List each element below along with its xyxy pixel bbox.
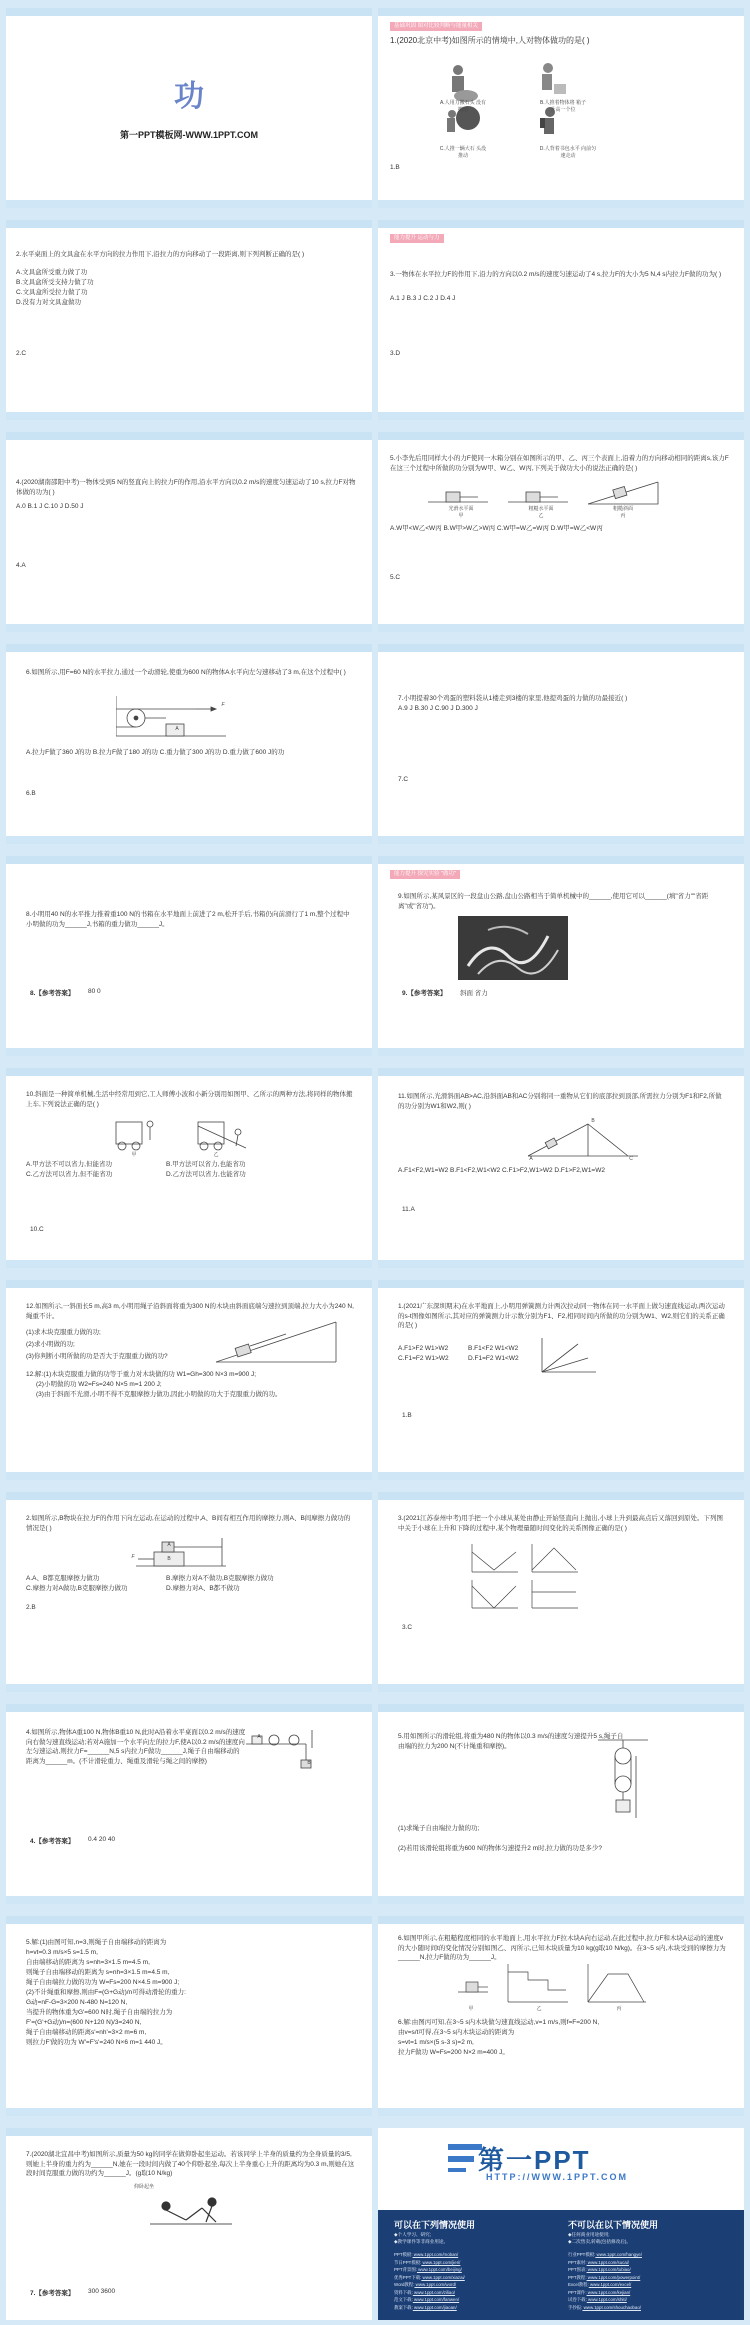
slide-q2 [6, 220, 372, 420]
option-a: A.甲方法不可以省力,但能省功 [26, 1161, 112, 1168]
slide-q11 [378, 1068, 744, 1268]
slide-main-title: 功 [174, 79, 204, 114]
resource-link-row [394, 2260, 460, 2266]
slide-q15 [378, 1492, 744, 1692]
solution-1: 12.解:(1)木块克服重力做的功等于重力对木块做的功 W1=Gh=300 N×3 m=900 J; [26, 1371, 257, 1378]
mountain-road-photo [458, 916, 568, 980]
slide-q18 [378, 1916, 744, 2116]
options: A.1 J B.3 J C.2 J D.4 J [390, 295, 456, 302]
options: A.F1<F2,W1=W2 B.F1<F2,W1<W2 C.F1>F2,W1>W2 D.F1>F2,W1=W2 [398, 1167, 605, 1174]
fig-label-c: 丙 [620, 513, 626, 519]
fig-label-a: 甲 [468, 2006, 474, 2012]
resource-link-row [568, 2275, 640, 2281]
pulley-figure [116, 696, 226, 738]
question-text: 7.(2020湖北宜昌中考)如图所示,质量为50 kg的同学在做仰卧起坐运动。若该同学上半身的质量约为全身质量的3/5,则她上半身的重力约为______N,她在一段时间内做了40个仰卧起坐,每次上半身重心上升的距离均为0.3 m,则她在这段时间克服重力做的功约为______J。(g取10 N/kg) [26, 2151, 355, 2177]
fig-label-c: 丙 [616, 2006, 622, 2012]
resource-link-row [568, 2282, 631, 2288]
solution-3: (3)由于斜面不光滑,小明不得不克服摩擦力做功,因此小明做的功大于克服重力做的功。 [36, 1391, 282, 1398]
label-b: B [167, 1556, 171, 1562]
solution-2: (2)小明做的功 W2=Fs=240 N×5 m=1 200 J; [36, 1381, 162, 1388]
link-label: 手抄报: [568, 2304, 583, 2310]
fig-label-a: 甲 [131, 1152, 137, 1158]
slide-solution-5 [6, 1916, 372, 2116]
question-text: 6.如图所示,用F=60 N的水平拉力,通过一个动滑轮,使重为600 N的物体A水平向左匀速移动了3 m,在这个过程中( ) [26, 669, 346, 676]
option-a: A.A、B都克服摩擦力做功 [26, 1575, 100, 1582]
answer-label: 7.【参考答案】 [30, 2290, 75, 2297]
question-text: 1.(2021广东深圳期末)在水平地面上,小明用弹簧测力计两次拉动同一物体在同一水平面上做匀速直线运动,两次运动的s-t图像如图所示,其对应的弹簧测力计示数分别为F1、F2,相同时间内所做的功分别为W1、W2,则它们的关系正确的是( ) [398, 1303, 725, 1329]
caption-b: B.人推着物体将 箱子升高一个位 [539, 100, 587, 113]
caption-a: A.人用力搬石头 没有搬动 [439, 100, 487, 113]
label-a: A [257, 1734, 261, 1740]
link-url[interactable]: www.1ppt.com/moban/ [412, 2252, 459, 2257]
answer: 1.B [390, 164, 400, 171]
answer: 11.A [402, 1206, 415, 1213]
fig-label-a: 甲 [458, 513, 464, 519]
part-1: (1)求木块克服重力做的功; [26, 1329, 101, 1336]
link-url[interactable]: www.1ppt.com/xiazai/ [421, 2274, 465, 2280]
link-label: 试卷下载: [568, 2297, 587, 2302]
link-url[interactable]: www.1ppt.com/sucai/ [586, 2259, 630, 2265]
section-tag: 能力提升 探究实验 "做功" [390, 870, 460, 879]
question-text: 11.如图所示,光滑斜面AB>AC,沿斜面AB和AC分别将同一重物从它们的底部拉到顶部,所需拉力分别为F1和F2,所做的功分别为W1和W2,则( ) [398, 1093, 722, 1110]
solution-line-1: 5.解:(1)由图可知,n=3,则绳子自由端移动的距离为 [26, 1939, 167, 1946]
option-b: B.摩擦力对A不做功,B克服摩擦力做功 [166, 1575, 274, 1582]
option-d: D.没有力对文具盒做功 [16, 299, 81, 306]
answer-label: 8.【参考答案】 [30, 990, 75, 997]
answer: 300 3600 [88, 2288, 116, 2295]
fig-label-b: 乙 [538, 513, 544, 519]
question-text: 12.如图所示,一斜面长5 m,高3 m,小明用绳子沿斜面将重为300 N的木块由斜面底端匀速拉到顶端,拉力大小为240 N,绳重不计。 [26, 1303, 354, 1320]
link-url[interactable]: www.1ppt.com/hangye/ [595, 2252, 642, 2257]
link-url[interactable]: www.1ppt.com/tubiao/ [586, 2267, 631, 2272]
link-label: PPT背景图: [394, 2267, 417, 2272]
solution-line-3: 自由端移动的距离为 s=nh=3×1.5 m=4.5 m, [26, 1959, 150, 1966]
label-f: F [131, 1554, 135, 1560]
part-2: (2)若用该滑轮组将重为600 N的物体匀速提升2 m时,拉力做的功是多少? [398, 1845, 603, 1852]
blocks-figure [136, 1538, 226, 1570]
pulley-block-figure [598, 1738, 648, 1838]
option-c: C.文具盒所受拉力做了功 [16, 289, 88, 296]
answer: 7.C [398, 776, 409, 783]
resource-link-row [394, 2305, 457, 2311]
slide-q1 [378, 8, 744, 208]
answer: 3.C [402, 1624, 413, 1631]
options: A.9 J B.30 J C.90 J D.300 J [398, 705, 478, 712]
label-b: B [307, 1760, 311, 1766]
option-d: D.乙方法可以省力,也能省功 [166, 1171, 246, 1178]
question-text: 1.(2020北京中考)如图所示的情境中,人对物体做功的是( ) [390, 36, 590, 45]
link-url[interactable]: www.1ppt.com/ziliao/ [412, 2289, 456, 2295]
answer: 0.4 20 40 [88, 1836, 116, 1843]
section-tag: 能力提升 运动与力 [390, 234, 444, 243]
question-text: 3.(2021江苏泰州中考)用手把一个小球从某处由静止开始竖直向上抛出,小球上升到最高点后又落回到原处。下列图中关于小球在上升和下降的过程中,某个物理量随时间变化的关系图像正确的是( ) [398, 1515, 724, 1532]
resource-link-row [568, 2252, 642, 2258]
options: A.拉力F做了360 J的功 B.拉力F做了180 J的功 C.重力做了300 J的功 D.重力做了600 J的功 [26, 749, 285, 756]
logo-url: HTTP://WWW.1PPT.COM [486, 2172, 628, 2182]
usage-panel [378, 2210, 744, 2320]
label-c: C [629, 1156, 633, 1162]
solution-line-9: F'=(G'+G动)/n=(600 N+120 N)/3=240 N, [26, 2019, 142, 2026]
slide-q10 [6, 1068, 372, 1268]
link-url[interactable]: www.1ppt.com/kejian/ [586, 2289, 631, 2295]
slide-q19 [6, 2128, 372, 2320]
resource-link-row [568, 2260, 629, 2266]
resource-link-row [394, 2267, 462, 2273]
link-url[interactable]: www.1ppt.com/shiti/ [586, 2297, 627, 2302]
question-text: 3.一物体在水平拉力F的作用下,沿力的方向以0.2 m/s的速度匀速运动了4 s,拉力F的大小为5 N,4 s内拉力F做的功为( ) [390, 271, 722, 278]
link-label: 教案下载: [394, 2304, 413, 2310]
solution-line-4: 则绳子自由端移动的距离为 s=nh=3×1.5 m=4.5 m, [26, 1969, 170, 1976]
slide-q8 [6, 856, 372, 1056]
question-text: 5.小李先后用同样大小的力F使同一木箱分别在如图所示的甲、乙、丙三个表面上,沿着力的方向移动相同的距离s,该力F在这三个过程中所做的功分别为W甲、W乙、W丙,下列关于做功大小的说法正确的是( ) [390, 455, 729, 472]
label-a: A [175, 726, 179, 732]
slide-q3 [378, 220, 744, 420]
resource-link-row [394, 2290, 455, 2296]
options: A.0 B.1 J C.10 J D.50 J [16, 503, 84, 510]
slide-title [6, 8, 372, 208]
slide-q16 [6, 1704, 372, 1904]
question-text: 4.(2020湖南邵阳中考)一物体受到5 N的竖直向上的拉力F的作用,沿水平方向以0.2 m/s的速度匀速运动了10 s,拉力F对物体做的功为( ) [16, 479, 356, 496]
slide-q5 [378, 432, 744, 632]
part-1: (1)求绳子自由端拉力做的功; [398, 1825, 480, 1832]
link-label: PPT图表: [568, 2267, 587, 2272]
solution-line-5: 绳子自由端拉力做的功为 W=Fs=200 N×4.5 m=900 J; [26, 1979, 180, 1986]
fig-caption-a: 光滑水平面 [448, 506, 474, 512]
link-label: 行业PPT模板: [568, 2252, 596, 2257]
question-text: 9.如图所示,某风景区的一段盘山公路,盘山公路相当于简单机械中的______,使用它可以______(填"省力""省距离"或"省功")。 [398, 893, 709, 910]
question-text: 6.如图甲所示,在粗糙程度相同的水平地面上,用水平拉力F拉木块A向右运动,在此过程中,拉力F和木块A运动的速度v的大小随时间t的变化情况分别如图乙、丙所示,已知木块质量为10 kg(g取10 N/kg)。在3~5 s内,木块受到的摩擦力为______N,拉力F做的功为______J。 [398, 1935, 726, 1961]
part-2: (2)求小明做的功; [26, 1341, 75, 1348]
fig-caption: 仰卧起坐 [133, 2184, 154, 2190]
slide-end-credits [378, 2128, 744, 2320]
link-url[interactable]: www.1ppt.com/word/ [414, 2282, 457, 2287]
link-label: Word教程: [394, 2282, 415, 2287]
question-text: 2.如图所示,B物块在拉力F的作用下向左运动,在运动的过程中,A、B间有相互作用的摩擦力,则A、B间摩擦力做功的情况是( ) [26, 1515, 351, 1532]
solution-line-2: 由v=s/t可得,在3~5 s内木块运动的距离为 [398, 2029, 515, 2036]
fig-caption-b: 粗糙水平面 [528, 506, 554, 512]
resource-link-row [394, 2252, 458, 2258]
resource-link-row [568, 2290, 630, 2296]
options: A.W甲<W乙<W丙 B.W甲>W乙>W丙 C.W甲=W乙=W丙 D.W甲=W乙<W丙 [390, 525, 603, 532]
fig-caption-c: 粗糙斜面 [612, 506, 633, 512]
answer: 3.D [390, 350, 401, 357]
option-a: A.文具盒所受重力做了功 [16, 269, 88, 276]
resource-link-row [568, 2297, 627, 2303]
caption-d: D.人背着书包水平 向前匀速走动 [539, 146, 597, 159]
answer: 4.A [16, 562, 26, 569]
incline-figure [216, 1320, 346, 1366]
answer: 1.B [402, 1412, 412, 1419]
slide-q4 [6, 432, 372, 632]
option-c: C.摩擦力对A做功,B克服摩擦力做功 [26, 1585, 128, 1592]
question-text: 4.如图所示,物体A重100 N,物体B重10 N,此时A沿着水平桌面以0.2 m/s的速度向右做匀速直线运动;若对A施加一个水平向左的拉力F,使A以0.2 m/s的速度向左匀速运动,则拉力F=______N,5 s内拉力F做功______J,绳子自由端移动的距离为______m。(不计滑轮重力、绳重及滑轮与绳之间的摩擦) [26, 1729, 246, 1765]
link-url[interactable]: www.1ppt.com/jieri/ [421, 2259, 461, 2265]
part-3: (3)你判断小明所做的功是否大于克服重力做的功? [26, 1353, 168, 1360]
link-label: 范文下载: [394, 2297, 413, 2302]
resource-link-row [568, 2305, 641, 2311]
link-label: 节日PPT模板: [394, 2259, 422, 2265]
situp-figure [146, 2192, 236, 2228]
fig-label-b: 乙 [213, 1152, 219, 1158]
answer: 5.C [390, 574, 401, 581]
fig-label-b: 乙 [536, 2006, 542, 2012]
link-label: PPT教程: [568, 2274, 587, 2280]
link-label: PPT课件: [568, 2289, 587, 2295]
allowed-line-2: ◆教学课件等非商业用途。 [394, 2239, 449, 2244]
force-speed-figure [458, 1962, 648, 2008]
forbidden-heading: 不可以在以下情况使用 [568, 2220, 659, 2230]
answer: 10.C [30, 1226, 44, 1233]
link-url[interactable]: www.1ppt.com/jiaoan/ [412, 2304, 457, 2310]
slide-q7 [378, 644, 744, 844]
label-a: A [529, 1156, 533, 1162]
site-caption: 第一PPT模板网-WWW.1PPT.COM [120, 130, 258, 140]
link-label: 资料下载: [394, 2289, 413, 2295]
option-c: C.F1=F2 W1>W2 [398, 1355, 449, 1362]
inclined-planes-figure [528, 1120, 638, 1160]
four-graphs-figure [468, 1542, 588, 1612]
slide-q13 [378, 1280, 744, 1480]
answer-label: 4.【参考答案】 [30, 1838, 75, 1845]
allowed-heading: 可以在下列情况使用 [394, 2220, 476, 2230]
link-url[interactable]: www.1ppt.com/shouchaobao/ [582, 2304, 641, 2310]
link-url[interactable]: www.1ppt.com/beijing/ [416, 2267, 462, 2272]
slide-q9 [378, 856, 744, 1056]
option-b: B.F1<F2 W1<W2 [468, 1345, 519, 1352]
st-graph [538, 1336, 598, 1376]
link-label: Excel教程: [568, 2282, 589, 2287]
allowed-line-1: ◆个人学习、研究; [394, 2232, 431, 2237]
link-label: PPT模板: [394, 2252, 413, 2257]
link-label: PPT素材: [568, 2259, 587, 2265]
option-d: D.摩擦力对A、B都不做功 [166, 1585, 240, 1592]
logo-text: 第一PPT [478, 2145, 591, 2175]
option-b: B.甲方法可以省力,也能省功 [166, 1161, 246, 1168]
solution-line-3: s=vt=1 m/s×(5 s-3 s)=2 m, [398, 2039, 474, 2046]
forbidden-line-2: ◆二次售卖,转载(包括修改后)。 [568, 2239, 631, 2244]
option-c: C.乙方法可以省力,但不能省功 [26, 1171, 113, 1178]
link-label: 优秀PPT下载: [394, 2274, 422, 2280]
option-b: B.文具盒所受支持力做了功 [16, 279, 94, 286]
slide-q12 [6, 1280, 372, 1480]
option-d: D.F1=F2 W1<W2 [468, 1355, 519, 1362]
section-tag: 基础巩固 图对比较判断与能量相关 [390, 22, 482, 31]
forbidden-line-1: ◆任何商业用途使用; [568, 2232, 610, 2237]
link-url[interactable]: www.1ppt.com/powerpoint/ [586, 2274, 641, 2280]
solution-line-4: 拉力F做功 W=Fs=200 N×2 m=400 J。 [398, 2049, 509, 2056]
question-text: 2.水平桌面上的文具盒在水平方向的拉力作用下,沿拉力的方向移动了一段距离,则下列判断正确的是( ) [16, 251, 305, 258]
question-text: 7.小明提着30个鸡蛋的塑料袋从1楼走到3楼的家里,他提鸡蛋的力做的功最接近( ) [398, 695, 628, 702]
solution-line-11: 则拉力F'做的功为 W'=F's'=240 N×6 m=1 440 J。 [26, 2039, 167, 2046]
resource-link-row [568, 2267, 631, 2273]
solution-line-7: G动=nF-G=3×200 N-480 N=120 N, [26, 1999, 128, 2006]
link-url[interactable]: www.1ppt.com/excel/ [588, 2282, 632, 2287]
question-text: 5.用如图所示的滑轮组,将重为480 N的物体以0.3 m/s的速度匀速提升5 s,绳子自由端的拉力为200 N(不计绳重和摩擦)。 [398, 1733, 624, 1750]
answer: 2.B [26, 1604, 36, 1611]
question-text: 8.小明用40 N的水平推力推着重100 N的书箱在水平地面上前进了2 m,松开手后,书箱仍向前滑行了1 m,整个过程中小明做的功为______J,书箱的重力做功______J。 [26, 911, 350, 928]
resource-link-row [394, 2275, 465, 2281]
solution-line-2: h=vt=0.3 m/s×5 s=1.5 m, [26, 1949, 98, 1956]
solution-line-1: 6.解:由图丙可知,在3~5 s内木块做匀速直线运动,v=1 m/s,则f=F=200 N, [398, 2019, 600, 2026]
label-a: A [167, 1542, 171, 1548]
resource-link-row [394, 2282, 456, 2288]
ramp-loading-figure [106, 1114, 266, 1154]
answer: 2.C [16, 350, 27, 357]
question-text: 10.斜面是一种简单机械,生活中经常用到它,工人师傅小波和小新分别用如图甲、乙所示的两种方法,将同样的物体搬上车,下列说法正确的是( ) [26, 1091, 353, 1108]
solution-line-10: 绳子自由端移动的距离s'=nh'=3×2 m=6 m, [26, 2029, 147, 2036]
answer: 80 0 [88, 988, 101, 995]
resource-link-row [394, 2297, 459, 2303]
answer: 斜面 省力 [460, 990, 488, 997]
answer-label: 9.【参考答案】 [402, 990, 447, 997]
solution-line-6: (2)不计绳重和摩擦,则由F=(G+G动)/n可得动滑轮的重力: [26, 1989, 186, 1996]
option-a: A.F1>F2 W1>W2 [398, 1345, 449, 1352]
slide-q17 [378, 1704, 744, 1904]
label-b: B [591, 1118, 595, 1124]
slide-q6 [6, 644, 372, 844]
link-url[interactable]: www.1ppt.com/fanwen/ [412, 2297, 460, 2302]
caption-c: C.人推一辆大石 头没推动 [439, 146, 487, 159]
answer: 6.B [26, 790, 36, 797]
solution-line-8: 当提升的物体重为G'=600 N时,绳子自由端的拉力为 [26, 2009, 173, 2016]
slide-q14 [6, 1492, 372, 1692]
label-f: F [221, 702, 225, 708]
